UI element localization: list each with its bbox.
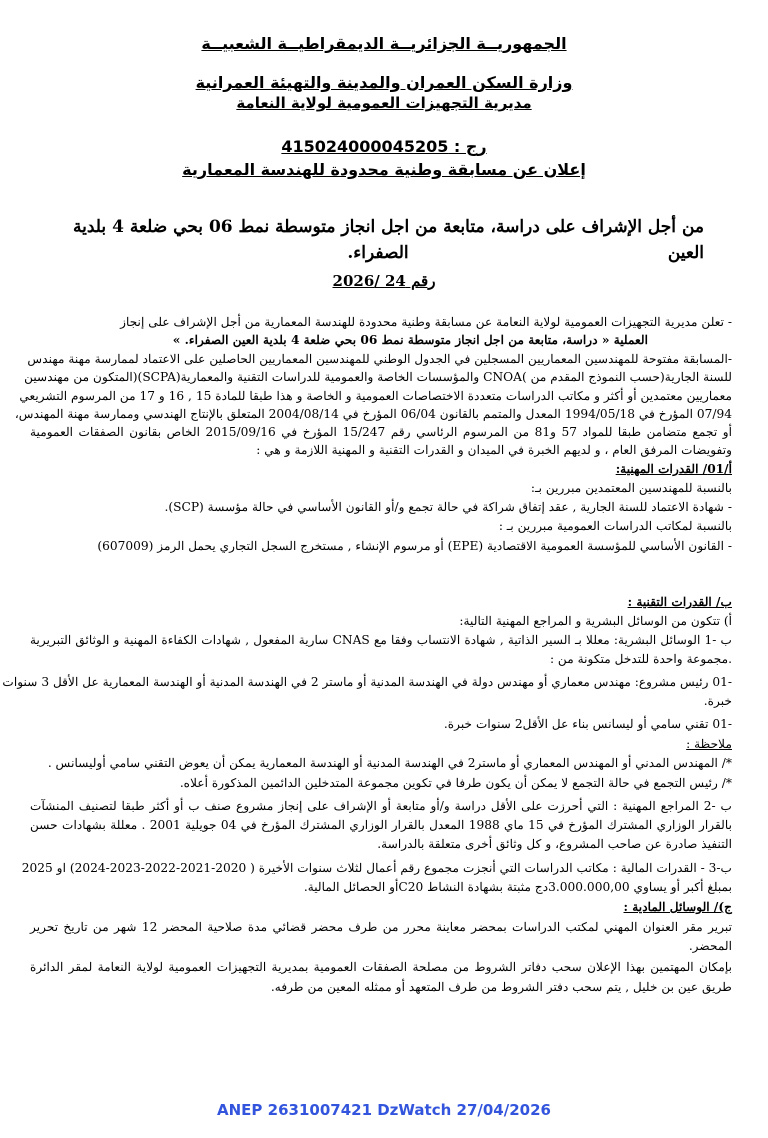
- body-line: - شهادة الاعتماد للسنة الجارية , عقد إتفاق شراكة في حالة تجمع و/أو القانون الأساسي في حالة مؤسسة (SCP).: [164, 500, 732, 514]
- project-title-line1: من أجل الإشراف على دراسة، متابعة من اجل انجاز متوسطة نمط 06 بحي ضلعة 4 بلدية العين: [73, 217, 704, 263]
- note-heading: ملاحظة :: [686, 737, 732, 751]
- announcement-heading: إعلان عن مسابقة وطنية محدودة للهندسة المعمارية: [182, 160, 586, 179]
- body-line: -01 رئيس مشروع: مهندس معماري أو مهندس دولة في الهندسة المدنية أو ماستر 2 في الهندسة المدنية أو الهندسة المعمارية عل الأقل 3 سنوات: [2, 675, 732, 689]
- directorate-heading: مديرية التجهيزات العمومية لولاية النعامة: [236, 94, 532, 112]
- section-heading: أ/01/ القدرات المهنية:: [615, 462, 732, 476]
- section-heading: ب/ القدرات التقنية :: [627, 595, 732, 609]
- body-line: بمبلغ أكبر أو يساوي 3.000.000,00دج مثبتة بشهادة النشاط C20أو الحصائل المالية.: [303, 880, 732, 894]
- body-line: ب -2 المراجع المهنية : التي أحرزت على الأقل دراسة و/أو متابعة أو الإشراف على إنجاز مشروع صنف ب أو أكثر طبقا لتصنيف المنشآت: [30, 799, 732, 813]
- body-line: بالقرار الوزاري المشترك المؤرخ في 15 ماي 1988 المعدل بالقرار الوزاري المشترك المؤرخ في 04 جويلية 2001 . معللة بشهادات حسن: [30, 818, 733, 832]
- ministry-heading: وزارة السكن العمران والمدينة والتهيئة العمرانية: [195, 73, 573, 92]
- body-line: بالنسبة لمكاتب الدراسات العمومية مبررين بـ :: [498, 519, 732, 533]
- body-line: تبرير مقر العنوان المهني لمكتب الدراسات بمحضر معاينة محرر من طرف محضر قضائي مدة صلاحية المحضر 12 شهر من تاريخ تحرير: [30, 920, 732, 934]
- project-title-line2: الصفراء.: [347, 243, 409, 263]
- body-line: ب -1 الوسائل البشرية: معللا بـ السير الذاتية , شهادة الانتساب وفقا مع CNAS سارية المفعول , شهادات الكفاءة المهنية و الوثائق التبريرية: [30, 633, 733, 647]
- body-line: 07/94 المؤرخ في 1994/05/18 المعدل والمتمم بالقانون 06/04 المؤرخ في 2004/08/14 المتعلق بالإنتاج الهندسي وممارسة مهنة المهندس،: [14, 407, 732, 421]
- body-line: أ) تتكون من الوسائل البشرية و المراجع المهنية التالية:: [459, 614, 732, 628]
- body-line: معماريين معتمدين أو أكثر و مكاتب الدراسات متعددة الاختصاصات العمومية و الخاصة و هذا طبقا للمادة 15 , 16 و 17 من المرسوم التشريعي: [19, 389, 732, 403]
- body-line: بالنسبة للمهندسين المعتمدين مبررين بـ:: [530, 481, 732, 495]
- body-line: ب-3 - القدرات المالية : مكاتب الدراسات التي أنجزت مجموع رقم أعمال لثلاث سنوات الأخيرة ( 2020-2021-2022-2023-2024) او 2025: [21, 861, 732, 875]
- body-line: -01 تقني سامي أو ليسانس بناء عل الأقل2 سنوات خبرة.: [443, 717, 732, 731]
- body-line: .مجموعة واحدة للتدخل متكونة من :: [549, 652, 732, 666]
- body-line: بإمكان المهتمين بهذا الإعلان سحب دفاتر الشروط من مصلحة الصفقات العمومية بمديرية التجهيزات العمومية لولاية النعامة لمقر الدائرة: [30, 960, 732, 974]
- body-line: خبرة.: [703, 694, 732, 708]
- body-line: */ رئيس التجمع في حالة التجمع لا يمكن أن يكون طرفا في تكوين مجموعة المتدخلين الدائمين المذكورة أعلاه.: [179, 776, 732, 790]
- footer-reference: ANEP 2631007421 DzWatch 27/04/2026: [217, 1101, 551, 1119]
- republic-heading: الجمهوريــة الجزائريــة الديمقراطيــة الشعبيــة: [201, 34, 567, 53]
- body-line: - القانون الأساسي للمؤسسة العمومية الاقتصادية (EPE) أو مرسوم الإنشاء , مستخرج السجل التجاري يحمل الرمز (607009): [97, 539, 732, 553]
- body-line: -المسابقة مفتوحة للمهندسين المعماريين المسجلين في الجدول الوطني للمهندسين المعماريين الحاصلين على الاعتماد لممارسة مهنة مهندس: [27, 352, 732, 366]
- body-line: التنفيذ صادرة عن صاحب المشروع، و كل وثائق أخرى متعلقة بالدراسة.: [377, 837, 732, 851]
- body-line: */ المهندس المدني أو المهندس المعماري أو ماستر2 في الهندسة المدنية أو الهندسة المعمارية يمكن أن يعوض التقني سامي أوليسانس .: [47, 756, 732, 770]
- reference-number: رج : 415024000045205: [281, 137, 487, 156]
- section-heading: ج)/ الوسائل المادية :: [623, 900, 732, 914]
- body-line: طريق عين بن خليل , يتم سحب دفتر الشروط من طرف المتعهد أو ممثله المعين من طرفه.: [270, 980, 732, 994]
- body-line: العملية « دراسة، متابعة من اجل انجاز متوسطة نمط 06 بحي ضلعة 4 بلدية العين الصفراء. »: [172, 333, 648, 347]
- body-line: للسنة الجارية(حسب النموذج المقدم من )CNOA والمؤسسات الخاصة والعمومية للدراسات التقنية والمعمارية(SCPA)(المتكون من مهندسين: [24, 370, 732, 384]
- body-line: المحضر.: [688, 939, 732, 953]
- body-line: - تعلن مديرية التجهيزات العمومية لولاية النعامة عن مسابقة وطنية محدودة للهندسة المعمارية من أجل الإشراف على إنجاز: [120, 315, 732, 329]
- body-line: وتفويضات المرفق العام ، و لديهم الخبرة في الميدان و القدرات التقنية و المهنية اللازمة و هي :: [256, 443, 732, 457]
- notice-number: رقم 24 /2026: [332, 272, 436, 290]
- body-line: أو تجمع متضامن طبقا للمواد 57 و81 من المرسوم الرئاسي رقم 15/247 المؤرخ في 2015/09/16 الخاص بقانون الصفقات العمومية: [30, 425, 732, 439]
